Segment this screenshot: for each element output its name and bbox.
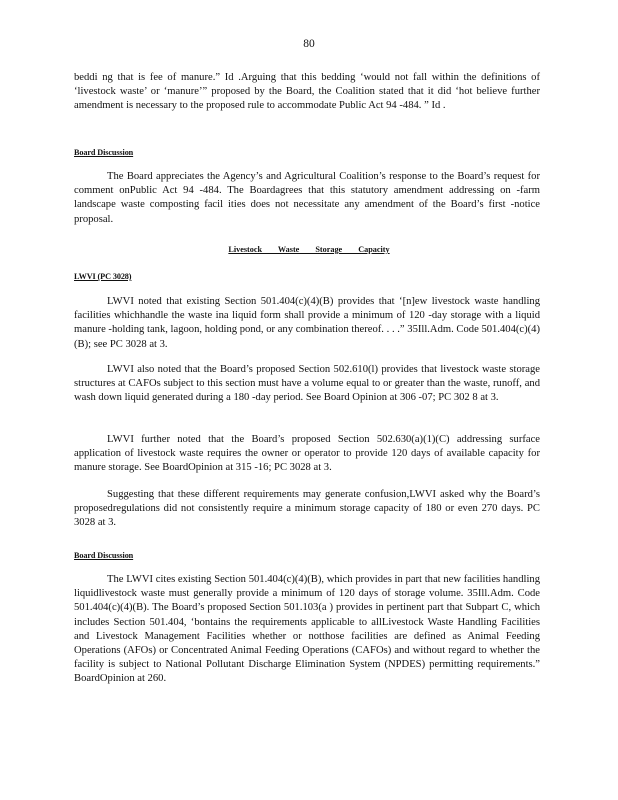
section-heading-livestock-waste-storage: Livestock Waste Storage Capacity [228,245,390,254]
paragraph-lwvi-proposed-section [74,363,540,406]
paragraph-text: LWVI noted that existing Section 501.404(c)(4)(B) provides that ‘[n]ew livestock waste handling facilities whichhandle the waste ina liquid form shall provide a minimum of 120 -day storage with a liquid manure -holding tank, lagoon, holding pond, or any combination thereof. . . .” 35Ill.Adm. Code 501.404(c)(4)(B); see PC 3028 at 3. [74,296,540,350]
paragraph-text: Suggesting that these different requirements may generate confusion,LWVI asked why the Board’s proposedregulations did not consistently require a minimum storage capacity of 180 or even 270 days. PC 3028 at 3. [74,489,540,529]
paragraph-text: LWVI further noted that the Board’s proposed Section 502.630(a)(1)(C) addressing surface application of livestock waste requires the owner or operator to provide 120 days of available capacity for manure storage. See BoardOpinion at 315 -16; PC 3028 at 3. [74,434,540,474]
heading-board-discussion-2: Board Discussion [74,551,134,560]
heading-lwvi: LWVI (PC 3028) [74,272,132,281]
paragraph-text: The LWVI cites existing Section 501.404(c)(4)(B), which provides in part that new facilities handling liquidlivestock waste must generally provide a minimum of 120 days of storage volume. 35Ill.Adm. Code 501.404(c)(4)(B). The Board’s proposed Section 501.103(a ) provides in pertinent part that Subpart C, which includes Section 501.404, ‘bontains the requirements applicable to allLivestock Waste Handling Facilities and Livestock Management Facilities whether or notthose facilities are defined as Animal Feeding Operations (AFOs) or Concentrated Animal Feeding Operations (CAFOs) and without regard to whether the facility is subject to National Pollutant Discharge Elimination System (NPDES) permitting requirements.” BoardOpinion at 260. [74,574,540,685]
paragraph-coalition-bedding [74,71,540,114]
paragraph-board-response [74,170,540,227]
paragraph-text: LWVI also noted that the Board’s proposed Section 502.610(l) provides that livestock waste storage structures at CAFOs subject to this section must have a volume equal to or greater than the waste, runoff, and wash down liquid generated during a 180 -day period. See Board Opinion at 306 -07; PC 302 8 at 3. [74,364,540,404]
paragraph-lwvi-existing-section [74,295,540,352]
paragraph-board-discussion-storage [74,573,540,687]
heading-board-discussion-1: Board Discussion [74,148,134,157]
paragraph-text: The Board appreciates the Agency’s and Agricultural Coalition’s response to the Board’s request for comment onPublic Act 94 -484. The Boardagrees that this statutory amendment addressing on -farm landscape waste composting facil ities does not necessitate any amendment of the Board’s first -notice proposal. [74,171,540,225]
page-number: 80 [303,38,315,50]
paragraph-lwvi-surface-application [74,433,540,476]
paragraph-lwvi-confusion [74,488,540,531]
paragraph-text: beddi ng that is fee of manure.” Id .Arguing that this bedding ‘would not fall within the definitions of ‘livestock waste’ or ‘manure’” proposed by the Board, the Coalition stated that it did ‘hot believe further amendment is necessary to the proposed rule to accommodate Public Act 94 -484. ” Id . [74,72,540,112]
